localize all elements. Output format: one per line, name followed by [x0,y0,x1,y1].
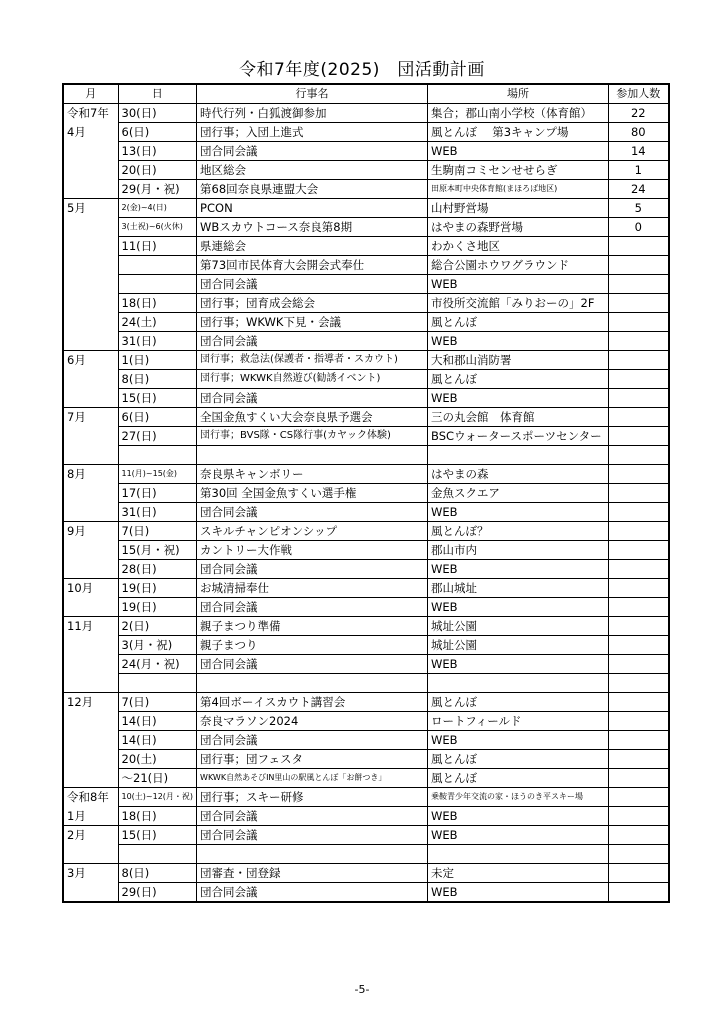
event-cell: スキルチャンピオンシップ [197,522,428,541]
place-cell: 市役所交流館「みりおーの」2F [428,294,609,313]
day-cell: 20(土) [118,750,197,769]
table-row [63,636,669,655]
place-cell: WEB [428,883,609,903]
month-cell [63,389,118,408]
count-cell [609,731,669,750]
month-cell [63,446,118,465]
day-cell: 30(日) [118,104,197,123]
place-cell: WEB [428,389,609,408]
place-cell: 城址公園 [428,617,609,636]
event-cell: 団行事；入団上進式 [197,123,428,142]
event-cell: 団行事；スキー研修 [197,788,428,807]
place-cell: 風とんぼ [428,750,609,769]
count-cell [609,617,669,636]
table-row [63,142,669,161]
place-cell: BSCウォータースポーツセンター [428,427,609,446]
event-cell: WKWK自然あそびIN里山の駅風とんぼ「お餅つき」 [197,769,428,788]
event-cell: 奈良マラソン2024 [197,712,428,731]
event-cell: お城清掃奉仕 [197,579,428,598]
header-day: 日 [118,84,197,104]
event-cell: 団合同会議 [197,142,428,161]
day-cell: 2(金)~4(日) [118,199,197,218]
day-cell: 11(月)~15(金) [118,465,197,484]
count-cell [609,256,669,275]
event-cell: 団合同会議 [197,389,428,408]
month-cell [63,256,118,275]
place-cell: 集合；郡山南小学校（体育館） [428,104,609,123]
place-cell [428,845,609,864]
day-cell: 6(日) [118,123,197,142]
event-cell: 第4回ボーイスカウト講習会 [197,693,428,712]
count-cell [609,579,669,598]
event-cell: 時代行列・白狐渡御参加 [197,104,428,123]
table-row [63,560,669,579]
count-cell [609,636,669,655]
month-cell [63,598,118,617]
day-cell: 18(日) [118,807,197,826]
table-row [63,351,669,370]
table-row [63,769,669,788]
month-cell [63,655,118,674]
count-cell [609,332,669,351]
table-row [63,123,669,142]
header-event: 行事名 [197,84,428,104]
month-cell: 8月 [63,465,118,484]
event-cell: 団審査・団登録 [197,864,428,883]
day-cell: 8(日) [118,370,197,389]
event-cell: 団合同会議 [197,332,428,351]
month-cell [63,636,118,655]
event-cell: 団合同会議 [197,655,428,674]
day-cell: 19(日) [118,579,197,598]
month-cell: 3月 [63,864,118,883]
count-cell [609,845,669,864]
count-cell [609,883,669,903]
event-cell: 団行事；BVS隊・CS隊行事(カヤック体験) [197,427,428,446]
place-cell: WEB [428,598,609,617]
table-row [63,370,669,389]
place-cell: 金魚スクエア [428,484,609,503]
table-row [63,541,669,560]
month-cell: 令和7年 [63,104,118,123]
event-cell: 団合同会議 [197,598,428,617]
event-cell: 団行事；WKWK下見・会議 [197,313,428,332]
table-row [63,237,669,256]
day-cell: 3(土祝)~6(火休) [118,218,197,237]
table-row [63,598,669,617]
month-cell [63,845,118,864]
month-cell [63,674,118,693]
table-row [63,617,669,636]
place-cell: ロートフィールド [428,712,609,731]
day-cell: 15(月・祝) [118,541,197,560]
place-cell: WEB [428,503,609,522]
month-cell: 11月 [63,617,118,636]
event-cell: 団合同会議 [197,731,428,750]
count-cell: 14 [609,142,669,161]
header-count: 参加人数 [609,84,669,104]
place-cell: 山村野営場 [428,199,609,218]
place-cell: 風とんぼ？ [428,522,609,541]
day-cell: 29(日) [118,883,197,903]
count-cell [609,655,669,674]
event-cell: WBスカウトコース奈良第8期 [197,218,428,237]
place-cell: 風とんぼ [428,313,609,332]
table-row [63,826,669,845]
count-cell [609,503,669,522]
count-cell: 5 [609,199,669,218]
table-row [63,883,669,903]
day-cell: 14(日) [118,731,197,750]
place-cell: 城址公園 [428,636,609,655]
table-row [63,180,669,199]
day-cell: ～21(日) [118,769,197,788]
count-cell: 22 [609,104,669,123]
day-cell: 3(月・祝) [118,636,197,655]
event-cell: 団合同会議 [197,560,428,579]
table-row [63,427,669,446]
event-cell: 団合同会議 [197,883,428,903]
schedule-rows [63,104,669,903]
day-cell: 28(日) [118,560,197,579]
day-cell: 13(日) [118,142,197,161]
place-cell: 郡山市内 [428,541,609,560]
count-cell [609,598,669,617]
table-row [63,313,669,332]
table-row [63,446,669,465]
event-cell: 団合同会議 [197,275,428,294]
count-cell [609,275,669,294]
month-cell [63,313,118,332]
place-cell: はやまの森 [428,465,609,484]
day-cell: 14(日) [118,712,197,731]
day-cell: 11(日) [118,237,197,256]
count-cell [609,712,669,731]
count-cell [609,750,669,769]
table-row [63,522,669,541]
count-cell [609,370,669,389]
place-cell: WEB [428,560,609,579]
table-row [63,503,669,522]
month-cell [63,769,118,788]
day-cell [118,256,197,275]
month-cell: 1月 [63,807,118,826]
table-row [63,161,669,180]
event-cell: 親子まつり [197,636,428,655]
count-cell [609,864,669,883]
place-cell [428,446,609,465]
month-cell [63,503,118,522]
event-cell: 団行事；WKWK自然遊び(勧誘イベント) [197,370,428,389]
day-cell: 24(土) [118,313,197,332]
count-cell [609,674,669,693]
count-cell [609,351,669,370]
month-cell: 12月 [63,693,118,712]
place-cell: WEB [428,332,609,351]
event-cell [197,446,428,465]
month-cell [63,731,118,750]
month-cell [63,750,118,769]
day-cell: 10(土)~12(月・祝) [118,788,197,807]
table-row [63,104,669,123]
table-row [63,199,669,218]
event-cell [197,845,428,864]
event-cell: 県連総会 [197,237,428,256]
table-row [63,674,669,693]
day-cell: 20(日) [118,161,197,180]
event-cell [197,674,428,693]
month-cell [63,142,118,161]
day-cell: 31(日) [118,332,197,351]
event-cell: PCON [197,199,428,218]
table-row [63,332,669,351]
place-cell: WEB [428,142,609,161]
day-cell: 18(日) [118,294,197,313]
count-cell [609,313,669,332]
count-cell: 0 [609,218,669,237]
event-cell: 団合同会議 [197,826,428,845]
day-cell: 15(日) [118,826,197,845]
day-cell: 31(日) [118,503,197,522]
count-cell [609,484,669,503]
event-cell: 団合同会議 [197,503,428,522]
count-cell: 24 [609,180,669,199]
table-row [63,218,669,237]
event-cell: 団行事；団育成会総会 [197,294,428,313]
count-cell [609,807,669,826]
place-cell: 総合公園ホウワグラウンド [428,256,609,275]
count-cell [609,826,669,845]
place-cell: 風とんぼ [428,370,609,389]
month-cell [63,427,118,446]
table-row [63,579,669,598]
count-cell: 80 [609,123,669,142]
month-cell [63,218,118,237]
place-cell: 風とんぼ [428,769,609,788]
count-cell [609,294,669,313]
table-header-row [63,84,669,104]
table-row [63,294,669,313]
header-month: 月 [63,84,118,104]
event-cell: 第30回 全国金魚すくい選手権 [197,484,428,503]
month-cell: 6月 [63,351,118,370]
month-cell [63,560,118,579]
day-cell: 17(日) [118,484,197,503]
place-cell: 乗鞍青少年交流の家・ほうのき平スキー場 [428,788,609,807]
event-cell: 団合同会議 [197,807,428,826]
place-cell: WEB [428,655,609,674]
month-cell [63,180,118,199]
place-cell: 未定 [428,864,609,883]
table-row [63,864,669,883]
month-cell [63,712,118,731]
day-cell: 29(月・祝) [118,180,197,199]
count-cell [609,541,669,560]
month-cell [63,332,118,351]
month-cell [63,161,118,180]
month-cell [63,883,118,903]
event-cell: 団行事；団フェスタ [197,750,428,769]
place-cell: 郡山城址 [428,579,609,598]
month-cell: 9月 [63,522,118,541]
count-cell [609,237,669,256]
event-cell: 奈良県キャンボリー [197,465,428,484]
page-number: -5- [354,983,370,996]
place-cell: 生駒南コミセンせせらぎ [428,161,609,180]
place-cell: 風とんぼ [428,693,609,712]
month-cell [63,275,118,294]
count-cell: 1 [609,161,669,180]
month-cell: 令和8年 [63,788,118,807]
day-cell: 6(日) [118,408,197,427]
table-row [63,788,669,807]
count-cell [609,769,669,788]
count-cell [609,522,669,541]
day-cell: 8(日) [118,864,197,883]
table-row [63,845,669,864]
day-cell: 2(日) [118,617,197,636]
place-cell: わかくさ地区 [428,237,609,256]
day-cell: 1(日) [118,351,197,370]
day-cell [118,674,197,693]
month-cell: 2月 [63,826,118,845]
day-cell: 7(日) [118,693,197,712]
count-cell [609,446,669,465]
table-row [63,807,669,826]
event-cell: 親子まつり準備 [197,617,428,636]
month-cell [63,294,118,313]
page-title: 令和7年度(2025) 団活動計画 [239,60,485,80]
month-cell: 7月 [63,408,118,427]
table-row [63,712,669,731]
place-cell [428,674,609,693]
place-cell: WEB [428,731,609,750]
day-cell [118,275,197,294]
place-cell: WEB [428,826,609,845]
place-cell: 三の丸会館 体育館 [428,408,609,427]
month-cell [63,484,118,503]
count-cell [609,693,669,712]
count-cell [609,427,669,446]
event-cell: 団行事；救急法(保護者・指導者・スカウト) [197,351,428,370]
month-cell: 4月 [63,123,118,142]
count-cell [609,408,669,427]
day-cell: 7(日) [118,522,197,541]
count-cell [609,560,669,579]
place-cell: WEB [428,807,609,826]
table-row [63,731,669,750]
count-cell [609,788,669,807]
table-row [63,465,669,484]
month-cell: 10月 [63,579,118,598]
day-cell [118,845,197,864]
place-cell: 大和郡山消防署 [428,351,609,370]
table-row [63,655,669,674]
day-cell: 27(日) [118,427,197,446]
table-row [63,693,669,712]
place-cell: WEB [428,275,609,294]
table-row [63,275,669,294]
table-row [63,256,669,275]
count-cell [609,465,669,484]
count-cell [609,389,669,408]
month-cell [63,237,118,256]
place-cell: はやまの森野営場 [428,218,609,237]
month-cell: 5月 [63,199,118,218]
event-cell: 全国金魚すくい大会奈良県予選会 [197,408,428,427]
month-cell [63,370,118,389]
place-cell: 田原本町中央体育館(まほろば地区) [428,180,609,199]
place-cell: 風とんぼ 第3キャンプ場 [428,123,609,142]
event-cell: 第68回奈良県連盟大会 [197,180,428,199]
header-place: 場所 [428,84,609,104]
day-cell: 19(日) [118,598,197,617]
table-row [63,484,669,503]
table-row [63,408,669,427]
event-cell: 地区総会 [197,161,428,180]
day-cell [118,446,197,465]
event-cell: 第73回市民体育大会開会式奉仕 [197,256,428,275]
month-cell [63,541,118,560]
table-row [63,389,669,408]
table-row [63,750,669,769]
day-cell: 15(日) [118,389,197,408]
event-cell: カントリー大作戦 [197,541,428,560]
activity-schedule-table [62,83,670,903]
day-cell: 24(月・祝) [118,655,197,674]
